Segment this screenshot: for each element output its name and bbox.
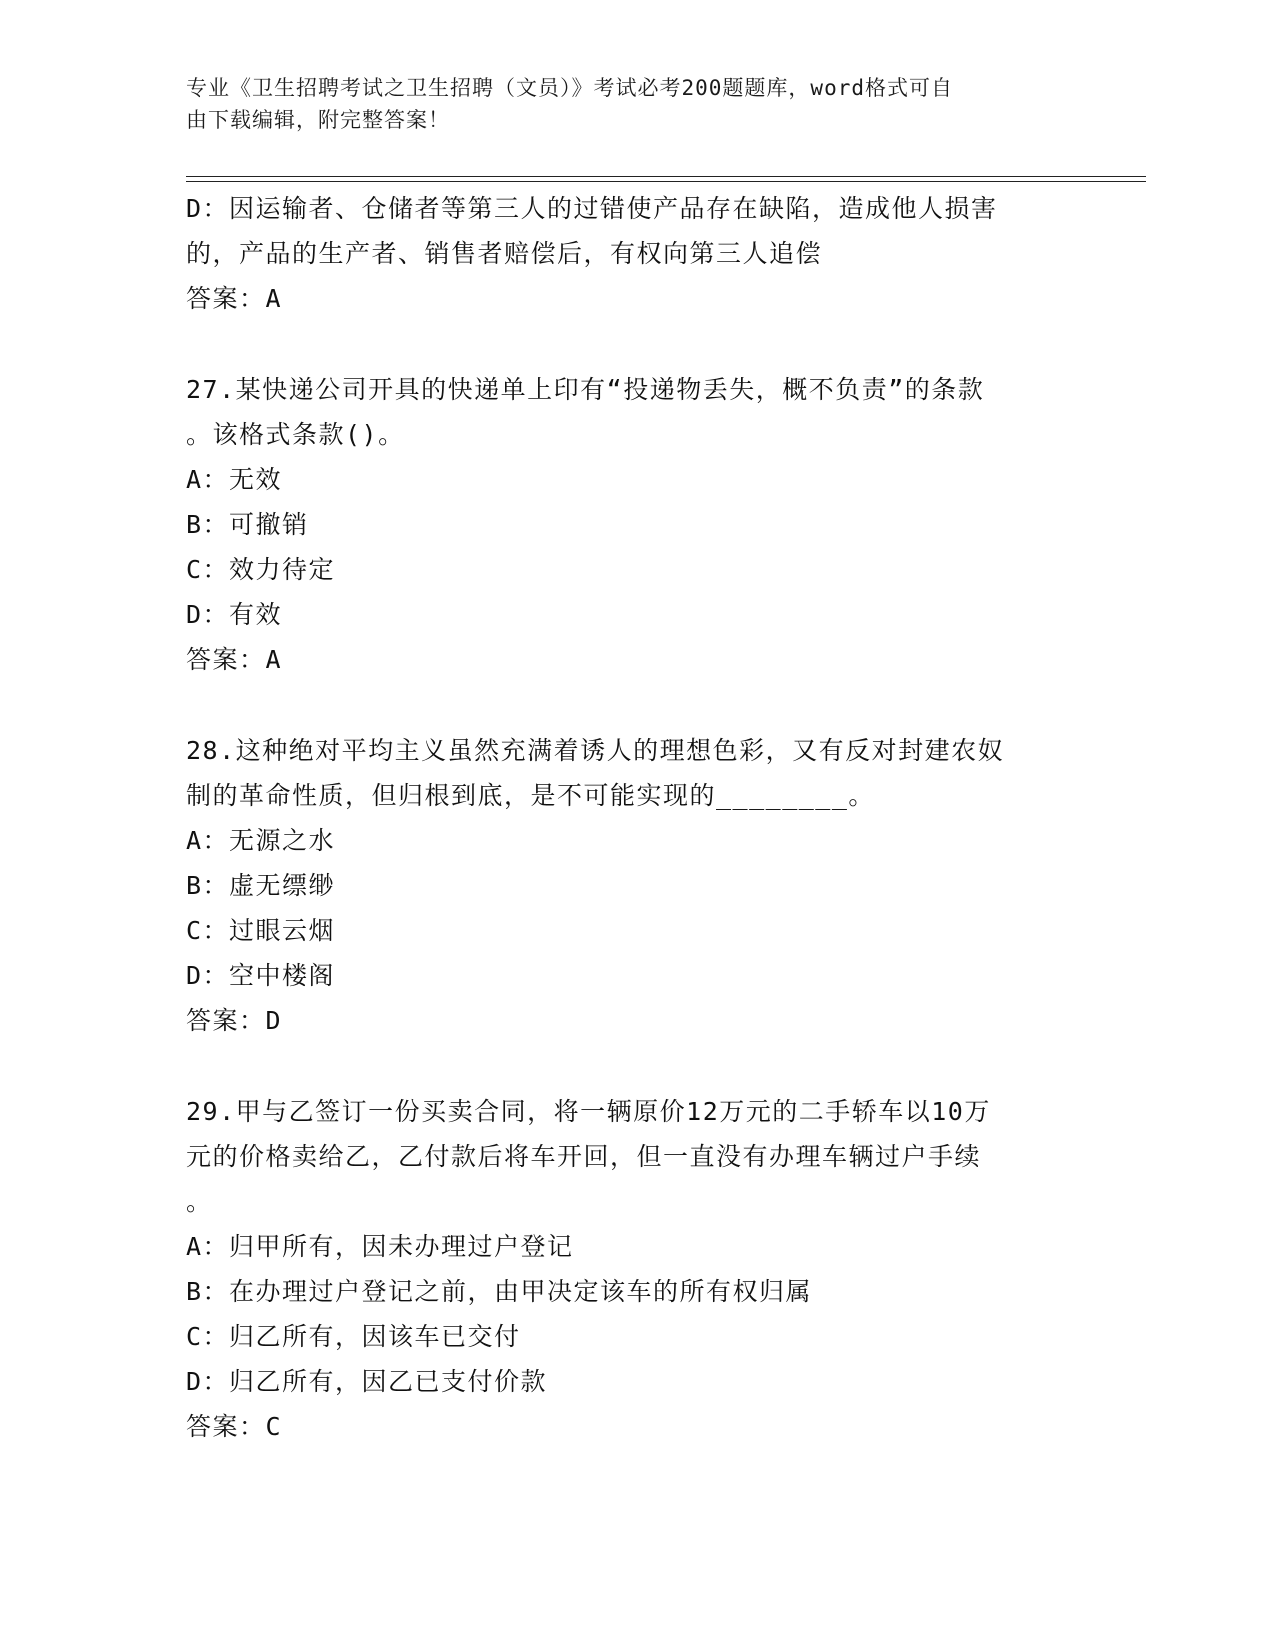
option-d: D：空中楼阁 bbox=[186, 961, 336, 990]
option-d-line-1: D：因运输者、仓储者等第三人的过错使产品存在缺陷，造成他人损害 bbox=[186, 194, 998, 223]
option-d-line-2: 的，产品的生产者、销售者赔偿后，有权向第三人追偿 bbox=[186, 239, 823, 268]
option-c: C：归乙所有，因该车已交付 bbox=[186, 1322, 521, 1351]
header-divider-top bbox=[186, 176, 1146, 177]
question-stem-line-3: 。 bbox=[186, 1187, 213, 1216]
option-d: D：有效 bbox=[186, 600, 283, 629]
question-content bbox=[186, 186, 1066, 1449]
spacer bbox=[186, 1043, 1066, 1089]
question-26-tail bbox=[186, 186, 1066, 321]
document-header bbox=[186, 72, 1066, 136]
question-stem-line-1: 29.甲与乙签订一份买卖合同，将一辆原价12万元的二手轿车以10万 bbox=[186, 1097, 991, 1126]
question-stem-line-2: 元的价格卖给乙，乙付款后将车开回，但一直没有办理车辆过户手续 bbox=[186, 1142, 982, 1171]
spacer bbox=[186, 682, 1066, 728]
option-a: A：归甲所有，因未办理过户登记 bbox=[186, 1232, 574, 1261]
answer-line: 答案：A bbox=[186, 645, 283, 674]
question-27 bbox=[186, 367, 1066, 682]
answer-line: 答案：A bbox=[186, 284, 283, 313]
option-c: C：效力待定 bbox=[186, 555, 336, 584]
question-stem-line-1: 28.这种绝对平均主义虽然充满着诱人的理想色彩，又有反对封建农奴 bbox=[186, 736, 1005, 765]
question-stem-line-1: 27.某快递公司开具的快递单上印有“投递物丢失，概不负责”的条款 bbox=[186, 375, 985, 404]
option-d: D：归乙所有，因乙已支付价款 bbox=[186, 1367, 548, 1396]
answer-line: 答案：C bbox=[186, 1412, 283, 1441]
option-b: B：在办理过户登记之前，由甲决定该车的所有权归属 bbox=[186, 1277, 813, 1306]
question-stem-line-2: 。该格式条款()。 bbox=[186, 420, 405, 449]
header-line-1: 专业《卫生招聘考试之卫生招聘（文员）》考试必考200题题库，word格式可自 bbox=[186, 76, 953, 100]
question-28 bbox=[186, 728, 1066, 1043]
answer-line: 答案：D bbox=[186, 1006, 283, 1035]
header-line-2: 由下载编辑，附完整答案！ bbox=[186, 108, 450, 132]
spacer bbox=[186, 321, 1066, 367]
option-a: A：无源之水 bbox=[186, 826, 336, 855]
header-divider-bottom bbox=[186, 181, 1146, 182]
option-c: C：过眼云烟 bbox=[186, 916, 336, 945]
question-29 bbox=[186, 1089, 1066, 1449]
option-b: B：虚无缥缈 bbox=[186, 871, 336, 900]
option-b: B：可撤销 bbox=[186, 510, 309, 539]
option-a: A：无效 bbox=[186, 465, 283, 494]
question-stem-line-2: 制的革命性质，但归根到底，是不可能实现的________。 bbox=[186, 781, 875, 810]
